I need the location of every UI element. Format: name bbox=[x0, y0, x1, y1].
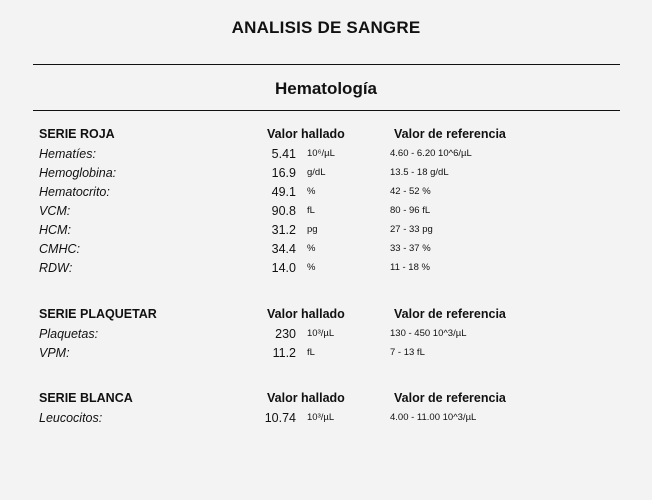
test-reference: 4.00 - 11.00 10^3/µL bbox=[390, 412, 477, 423]
test-reference: 7 - 13 fL bbox=[390, 347, 425, 358]
test-name: VPM: bbox=[39, 346, 70, 360]
result-row bbox=[0, 147, 652, 166]
divider-bottom bbox=[33, 110, 620, 111]
test-value: 31.2 bbox=[271, 223, 296, 237]
test-value: 10.74 bbox=[264, 411, 296, 425]
test-value: 5.41 bbox=[271, 147, 296, 161]
divider-top bbox=[33, 64, 620, 65]
report-title: ANALISIS DE SANGRE bbox=[231, 18, 421, 37]
result-row bbox=[0, 223, 652, 242]
test-reference: 130 - 450 10^3/µL bbox=[390, 328, 467, 339]
result-row bbox=[0, 346, 652, 365]
group-serie-roja bbox=[0, 127, 652, 280]
column-header-value: Valor hallado bbox=[267, 391, 345, 405]
test-unit: fL bbox=[307, 205, 315, 216]
group-header bbox=[0, 127, 652, 147]
column-header-value: Valor hallado bbox=[267, 307, 345, 321]
test-value: 230 bbox=[275, 327, 296, 341]
test-reference: 27 - 33 pg bbox=[390, 224, 433, 235]
test-unit: 10³/µL bbox=[307, 412, 335, 423]
group-name: SERIE BLANCA bbox=[39, 391, 133, 405]
column-header-value: Valor hallado bbox=[267, 127, 345, 141]
result-row bbox=[0, 411, 652, 430]
group-name: SERIE ROJA bbox=[39, 127, 115, 141]
test-unit: g/dL bbox=[307, 167, 326, 178]
test-name: Leucocitos: bbox=[39, 411, 103, 425]
test-name: Plaquetas: bbox=[39, 327, 99, 341]
test-unit: 10⁶/µL bbox=[307, 148, 335, 159]
test-value: 16.9 bbox=[271, 166, 296, 180]
result-row bbox=[0, 166, 652, 185]
test-unit: pg bbox=[307, 224, 318, 235]
test-reference: 13.5 - 18 g/dL bbox=[390, 167, 449, 178]
column-header-reference: Valor de referencia bbox=[394, 307, 506, 321]
test-value: 49.1 bbox=[271, 185, 296, 199]
result-row bbox=[0, 204, 652, 223]
test-value: 11.2 bbox=[272, 346, 296, 360]
test-reference: 33 - 37 % bbox=[390, 243, 431, 254]
section-title: Hematología bbox=[274, 79, 378, 98]
group-header bbox=[0, 307, 652, 327]
test-reference: 4.60 - 6.20 10^6/µL bbox=[390, 148, 472, 159]
test-name: CMHC: bbox=[39, 242, 80, 256]
test-name: Hematíes: bbox=[39, 147, 96, 161]
result-row bbox=[0, 242, 652, 261]
column-header-reference: Valor de referencia bbox=[394, 391, 506, 405]
column-header-reference: Valor de referencia bbox=[394, 127, 506, 141]
result-row bbox=[0, 185, 652, 204]
group-serie-blanca bbox=[0, 391, 652, 430]
test-name: HCM: bbox=[39, 223, 71, 237]
test-value: 14.0 bbox=[271, 261, 296, 275]
test-value: 34.4 bbox=[271, 242, 296, 256]
test-name: VCM: bbox=[39, 204, 71, 218]
result-row bbox=[0, 261, 652, 280]
test-unit: % bbox=[307, 186, 316, 197]
test-name: Hemoglobina: bbox=[39, 166, 117, 180]
test-unit: fL bbox=[307, 347, 315, 358]
test-name: RDW: bbox=[39, 261, 73, 275]
group-header bbox=[0, 391, 652, 411]
test-reference: 80 - 96 fL bbox=[390, 205, 431, 216]
test-value: 90.8 bbox=[271, 204, 296, 218]
test-unit: % bbox=[307, 243, 316, 254]
test-unit: % bbox=[307, 262, 316, 273]
result-row bbox=[0, 327, 652, 346]
test-reference: 11 - 18 % bbox=[390, 262, 430, 273]
test-reference: 42 - 52 % bbox=[390, 186, 431, 197]
test-name: Hematocrito: bbox=[39, 185, 110, 199]
group-serie-plaquetar bbox=[0, 307, 652, 365]
group-name: SERIE PLAQUETAR bbox=[39, 307, 157, 321]
test-unit: 10³/µL bbox=[307, 328, 335, 339]
